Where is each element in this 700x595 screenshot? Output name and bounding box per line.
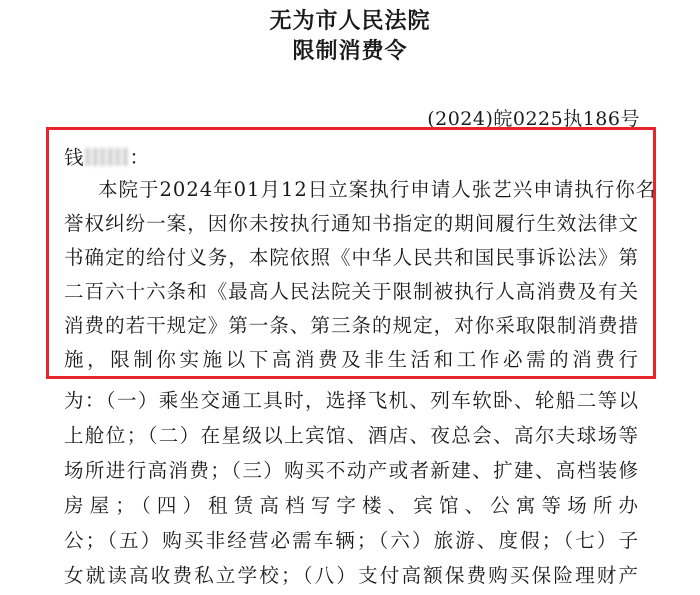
body-line: 誉权纠纷一案，因你未按执行通知书指定的期间履行生效法律文 <box>64 212 639 235</box>
body-line: 场所进行高消费；（三）购买不动产或者新建、扩建、高档装修 <box>64 459 639 482</box>
body-line: 公；（五）购买非经营必需车辆；（六）旅游、度假；（七）子 <box>64 529 639 552</box>
body-line: 二百六十六条和《最高人民法院关于限制被执行人高消费及有关 <box>64 280 639 303</box>
salutation-colon: ： <box>129 146 150 169</box>
body-line: 施，限制你实施以下高消费及非生活和工作必需的消费行 <box>64 348 639 371</box>
body-line: 书确定的给付义务，本院依照《中华人民共和国民事诉讼法》第 <box>64 246 639 269</box>
salutation <box>64 142 149 170</box>
recipient-surname: 钱 <box>64 146 84 169</box>
document-title: 限制消费令 <box>292 39 408 64</box>
document-number: (2024)皖0225执186号 <box>427 108 640 130</box>
body-line: 房屋；（四）租赁高档写字楼、宾馆、公寓等场所办 <box>64 494 639 517</box>
body-line: 女就读高收费私立学校；（八）支付高额保费购买保险理财产 <box>64 564 639 587</box>
body-line: 为：（一）乘坐交通工具时，选择飞机、列车软卧、轮船二等以 <box>64 389 639 412</box>
body-line: 消费的若干规定》第一条、第三条的规定，对你采取限制消费措 <box>64 314 639 337</box>
body-line: 上舱位；（二）在星级以上宾馆、酒店、夜总会、高尔夫球场等 <box>64 424 639 447</box>
body-line: 本院于2024年01月12日立案执行申请人张艺兴申请执行你名 <box>98 178 657 201</box>
court-title: 无为市人民法院 <box>269 9 431 34</box>
redacted-name <box>85 148 129 166</box>
